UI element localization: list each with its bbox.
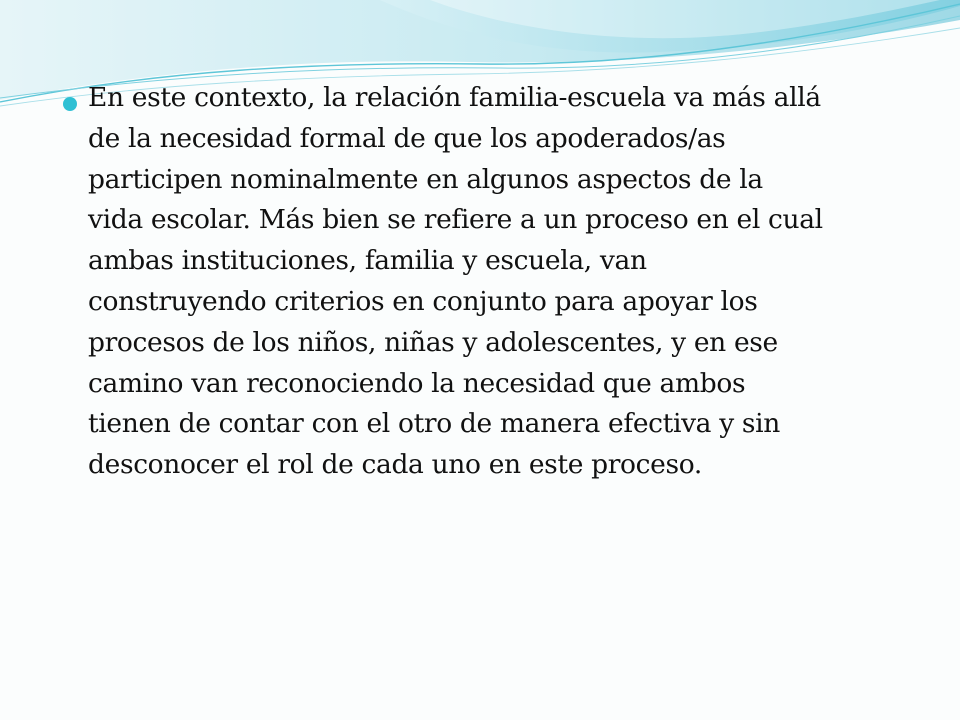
- slide-content: [62, 78, 922, 486]
- bullet-dot-icon: [63, 97, 77, 111]
- bullet-item: [62, 78, 922, 486]
- bullet-text: En este contexto, la relación familia-escuela va más allá de la necesidad formal de que los apoderados/as participen nominalmente en algunos aspectos de la vida escolar. Más bien se refiere a un proceso en el cual ambas instituciones, familia y escuela, van construyendo criterios en conjunto para apoyar los procesos de los niños, niñas y adolescentes, y en ese camino van reconociendo la necesidad que ambos tienen de contar con el otro de manera efectiva y sin desconocer el rol de cada uno en este proceso.: [88, 82, 823, 481]
